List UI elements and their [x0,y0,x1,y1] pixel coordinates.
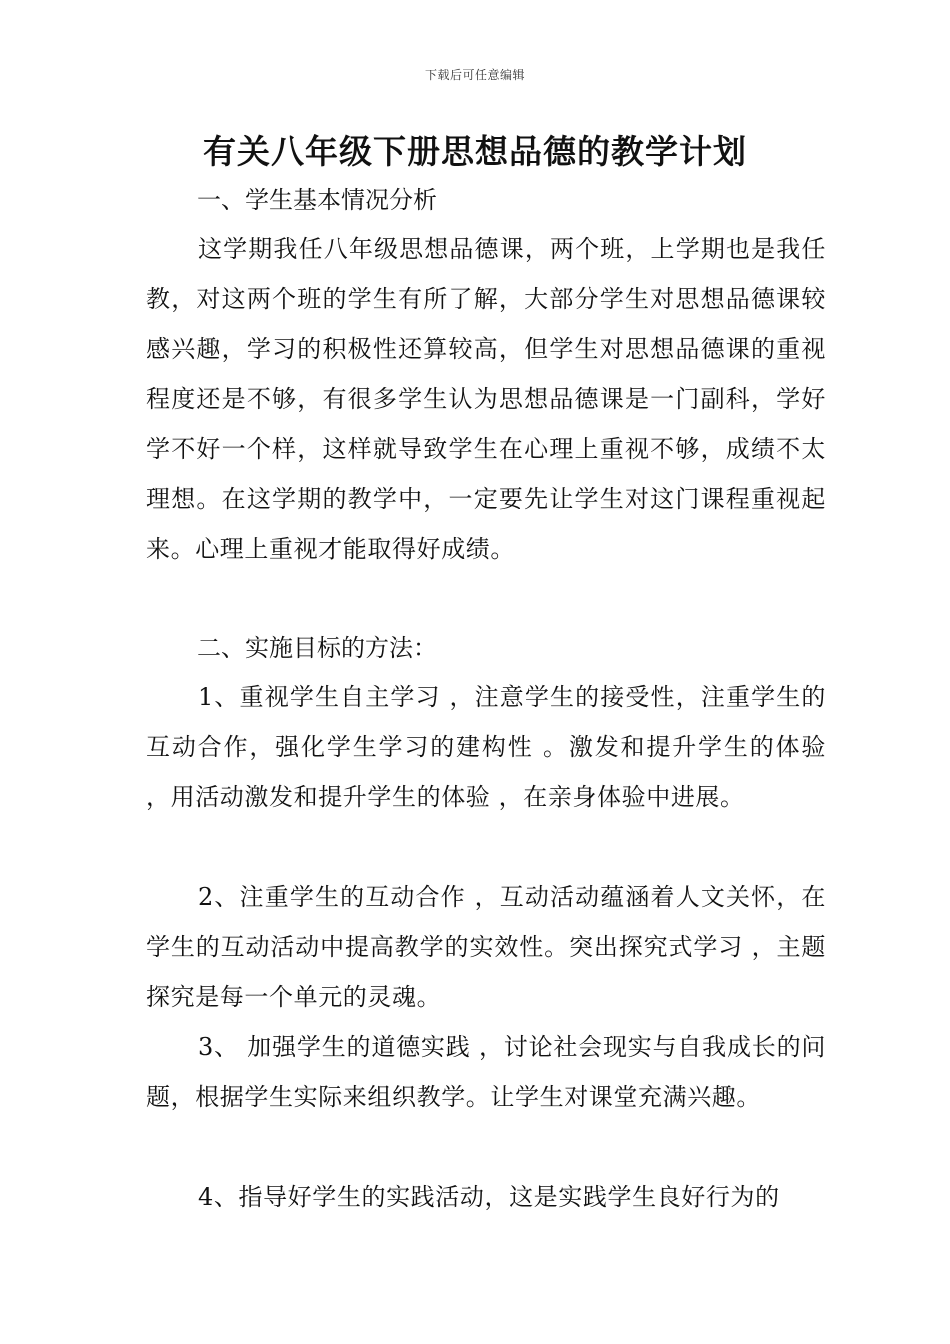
paragraph-method-2: 2、注重学生的互动合作 ，互动活动蕴涵着人文关怀，在学生的互动活动中提高教学的实效性。突出探究式学习 ，主题探究是每一个单元的灵魂。 [146,883,826,1011]
paragraph-student-analysis: 这学期我任八年级思想品德课，两个班，上学期也是我任教，对这两个班的学生有所了解，大部分学生对思想品德课较感兴趣，学习的积极性还算较高，但学生对思想品德课的重视程度还是不够，有很多学生认为思想品德课是一门副科，学好学不好一个样，这样就导致学生在心理上重视不够，成绩不太理想。在这学期的教学中，一定要先让学生对这门课程重视起来。心理上重视才能取得好成绩。 [146,235,826,563]
paragraph-method-4: 4、指导好学生的实践活动，这是实践学生良好行为的 [198,1183,780,1211]
section-heading-1: 一、学生基本情况分析 [197,186,437,214]
paragraph-method-3: 3、 加强学生的道德实践 ，讨论社会现实与自我成长的问题，根据学生实际来组织教学。让学生对课堂充满兴趣。 [146,1033,826,1111]
header-note: 下载后可任意编辑 [424,68,525,82]
paragraph-method-1: 1、重视学生自主学习 ，注意学生的接受性，注重学生的互动合作，强化学生学习的建构性 。激发和提升学生的体验 ，用活动激发和提升学生的体验 ，在亲身体验中进展。 [146,683,826,811]
document-title: 有关八年级下册思想品德的教学计划 [203,132,747,171]
section-heading-2: 二、实施目标的方法： [197,634,437,662]
